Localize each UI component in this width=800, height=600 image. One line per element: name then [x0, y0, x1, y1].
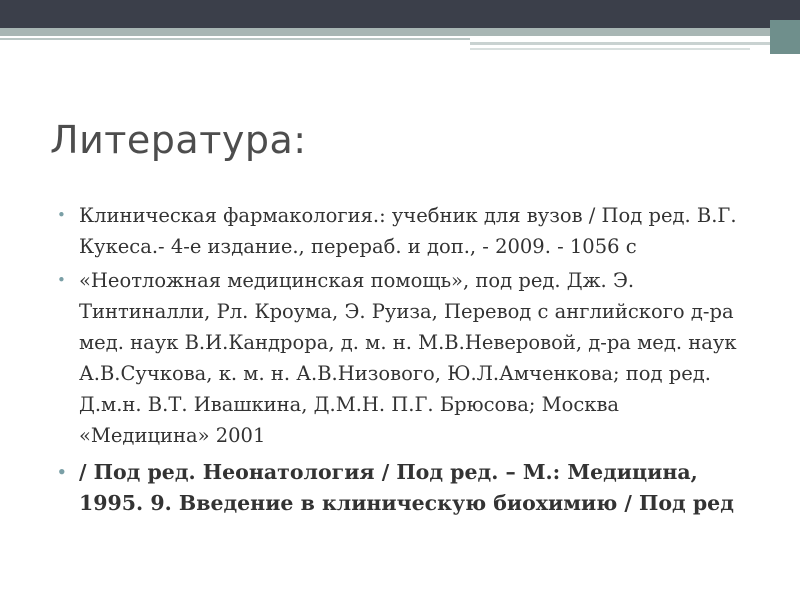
- slide-title: Литература:: [50, 118, 307, 162]
- bullet-icon: •: [57, 206, 66, 224]
- header-band-accent: [770, 20, 800, 54]
- list-item-text: «Неотложная медицинская помощь», под ред. Дж. Э. Тинтиналли, Рл. Кроума, Э. Руиза, Перевод с английского д-ра мед. наук В.И.Кандрора, д. м. н. М.В.Неверовой, д-ра мед. наук А.В.Сучкова, к. м. н. А.В.Низового, Ю.Л.Амченкова; под ред. Д.м.н. В.Т. Ивашкина, Д.М.Н. П.Г. Брюсова; Москва «Медицина» 2001: [79, 269, 737, 447]
- list-item-text: Клиническая фармакология.: учебник для вузов / Под ред. В.Г. Кукеса.- 4-е издание., перераб. и доп., - 2009. - 1056 с: [79, 204, 737, 258]
- header-decor-line: [470, 42, 770, 45]
- bullet-list: [55, 200, 755, 522]
- header-decor-line: [0, 38, 470, 40]
- list-item: [55, 457, 755, 519]
- bullet-icon: •: [57, 271, 66, 289]
- header-band-teal: [0, 28, 800, 36]
- bullet-icon: •: [57, 463, 67, 481]
- list-item: [55, 265, 755, 451]
- header-band-dark: [0, 0, 800, 28]
- header-decor-line: [470, 48, 750, 50]
- list-item: [55, 200, 755, 262]
- list-item-text: / Под ред. Неонатология / Под ред. – М.: Медицина, 1995. 9. Введение в клиническую биохимию / Под ред: [79, 460, 734, 515]
